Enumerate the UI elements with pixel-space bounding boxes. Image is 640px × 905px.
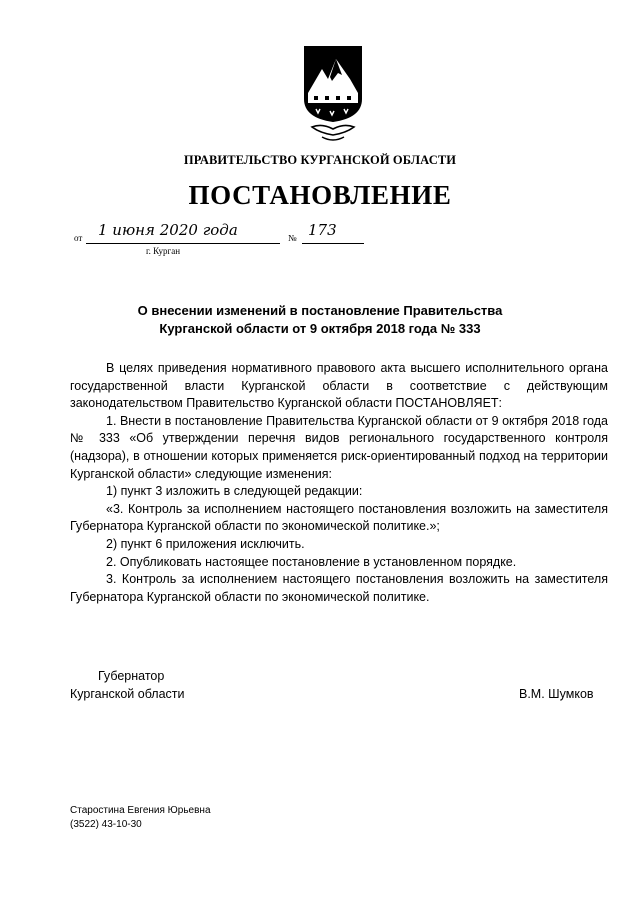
signatory-name: В.М. Шумков [519,687,594,701]
document-body [70,360,608,606]
document-type-title: ПОСТАНОВЛЕНИЕ [188,180,452,210]
handwritten-number: 173 [308,221,337,239]
city-label: г. Курган [146,246,181,256]
signatory-title-line-1: Губернатор [98,669,165,683]
contact-phone: (3522) 43-10-30 [70,819,142,830]
body-paragraph-subitem-2: 2) пункт 6 приложения исключить. [106,536,305,551]
body-paragraph-item-2: 2. Опубликовать настоящее постановление в установленном порядке. [106,554,517,569]
date-prefix-label: от [74,233,83,243]
contact-name: Старостина Евгения Юрьевна [70,805,211,816]
date-number-row [74,221,364,246]
signatory-title [70,667,185,703]
signatory-title-line-2: Курганской области [70,687,185,701]
body-paragraph-item-1: 1. Внести в постановление Правительства Курганской области от 9 октября 2018 года № 333 «Об утверждении перечня видов регионального государственного контроля (надзора), в отношении которых применяется риск-ориентированный подход на территории Курганской области» следующие изменения: [70,413,608,481]
body-paragraph-subitem-1: 1) пункт 3 изложить в следующей редакции: [106,484,363,499]
date-underline [86,243,280,244]
contact-block [70,804,211,832]
government-name: ПРАВИТЕЛЬСТВО КУРГАНСКОЙ ОБЛАСТИ [183,153,457,167]
document-heading [0,302,640,338]
number-prefix-label: № [288,233,297,243]
body-paragraph-quote: «3. Контроль за исполнением настоящего постановления возложить на заместителя Губернатора Курганской области по экономической политике.»; [70,501,608,534]
body-paragraph-preamble: В целях приведения нормативного правового акта высшего исполнительного органа государственной власти Курганской области в соответствие с действующим законодательством Правительство Курганской области ПОСТАНОВЛЯЕТ: [70,361,608,411]
heading-line-2: Курганской области от 9 октября 2018 года № 333 [159,321,481,336]
coat-of-arms-emblem [302,45,364,145]
number-underline [302,243,364,244]
handwritten-date: 1 июня 2020 года [98,221,238,239]
body-paragraph-item-3: 3. Контроль за исполнением настоящего постановления возложить на заместителя Губернатора Курганской области по экономической политике. [70,572,608,604]
heading-line-1: О внесении изменений в постановление Правительства [137,303,503,318]
